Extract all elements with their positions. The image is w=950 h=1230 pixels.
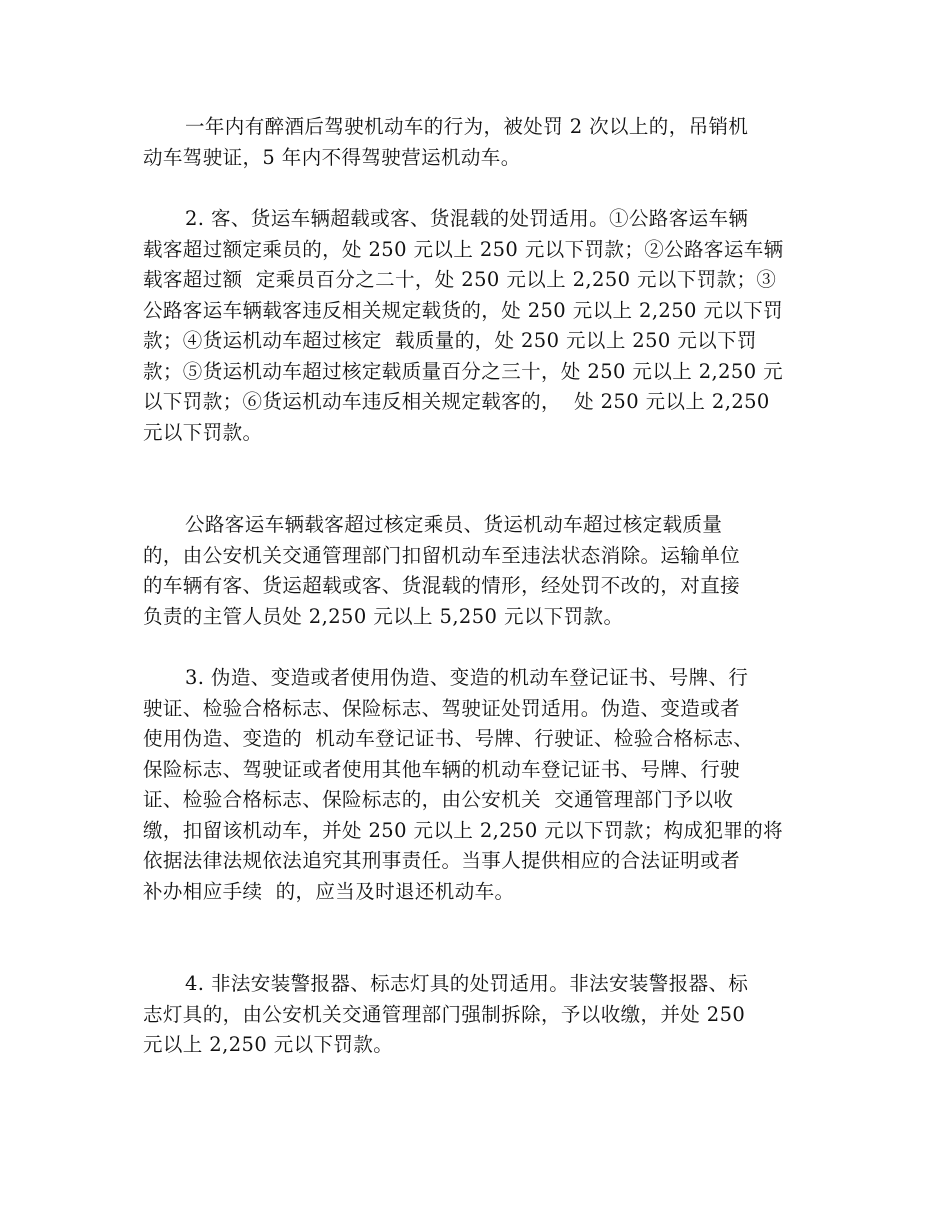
text-line: 动车驾驶证，5 年内不得驾驶营运机动车。 (143, 145, 521, 169)
text-line: 载客超过额定乘员的，处 250 元以上 250 元以下罚款；②公路客运车辆 (143, 237, 784, 261)
text-line: 缴，扣留该机动车，并处 250 元以上 2,250 元以下罚款；构成犯罪的将 (143, 818, 784, 842)
text-line: 的，由公安机关交通管理部门扣留机动车至违法状态消除。运输单位 (143, 543, 741, 567)
text-line: 负责的主管人员处 2,250 元以上 5,250 元以下罚款。 (143, 604, 624, 628)
text-line: 元以下罚款。 (143, 420, 263, 444)
text-line: 公路客运车辆载客超过核定乘员、货运机动车超过核定载质量 (185, 513, 723, 536)
text-line: 的车辆有客、货运超载或客、货混载的情形，经处罚不改的，对直接 (143, 574, 741, 597)
text-line: 3. 伪造、变造或者使用伪造、变造的机动车登记证书、号牌、行 (185, 666, 749, 689)
text-line: 2. 客、货运车辆超载或客、货混载的处罚适用。①公路客运车辆 (185, 207, 749, 230)
text-line: 款；④货运机动车超过核定 载质量的，处 250 元以上 250 元以下罚 (143, 329, 757, 352)
text-line: 一年内有醉酒后驾驶机动车的行为，被处罚 2 次以上的，吊销机 (185, 115, 749, 138)
paragraph-alarm-devices (143, 969, 815, 1061)
paragraph-detention (143, 510, 815, 632)
text-line: 志灯具的，由公安机关交通管理部门强制拆除，予以收缴，并处 250 (143, 1002, 746, 1026)
text-line: 款；⑤货运机动车超过核定载质量百分之三十，处 250 元以上 2,250 元 (143, 359, 784, 383)
text-line: 驶证、检验合格标志、保险标志、驾驶证处罚适用。伪造、变造或者 (143, 696, 741, 720)
text-line: 4. 非法安装警报器、标志灯具的处罚适用。非法安装警报器、标 (185, 972, 749, 995)
text-line: 载客超过额 定乘员百分之二十，处 250 元以上 2,250 元以下罚款；③ (143, 268, 777, 291)
text-line: 公路客运车辆载客违反相关规定载货的，处 250 元以上 2,250 元以下罚 (143, 298, 784, 322)
paragraph-drunk-driving (143, 112, 815, 173)
text-line: 保险标志、驾驶证或者使用其他车辆的机动车登记证书、号牌、行驶 (143, 757, 741, 781)
paragraph-overload (143, 204, 815, 448)
text-line: 补办相应手续 的，应当及时退还机动车。 (143, 879, 515, 903)
text-line: 依据法律法规依法追究其刑事责任。当事人提供相应的合法证明或者 (143, 849, 741, 872)
paragraph-forgery (143, 663, 815, 907)
text-line: 使用伪造、变造的 机动车登记证书、号牌、行驶证、检验合格标志、 (143, 727, 754, 750)
text-line: 以下罚款；⑥货运机动车违反相关规定载客的， 处 250 元以上 2,250 (143, 390, 770, 413)
text-line: 证、检验合格标志、保险标志的，由公安机关 交通管理部门予以收 (143, 788, 734, 811)
text-line: 元以上 2,250 元以下罚款。 (143, 1033, 394, 1056)
